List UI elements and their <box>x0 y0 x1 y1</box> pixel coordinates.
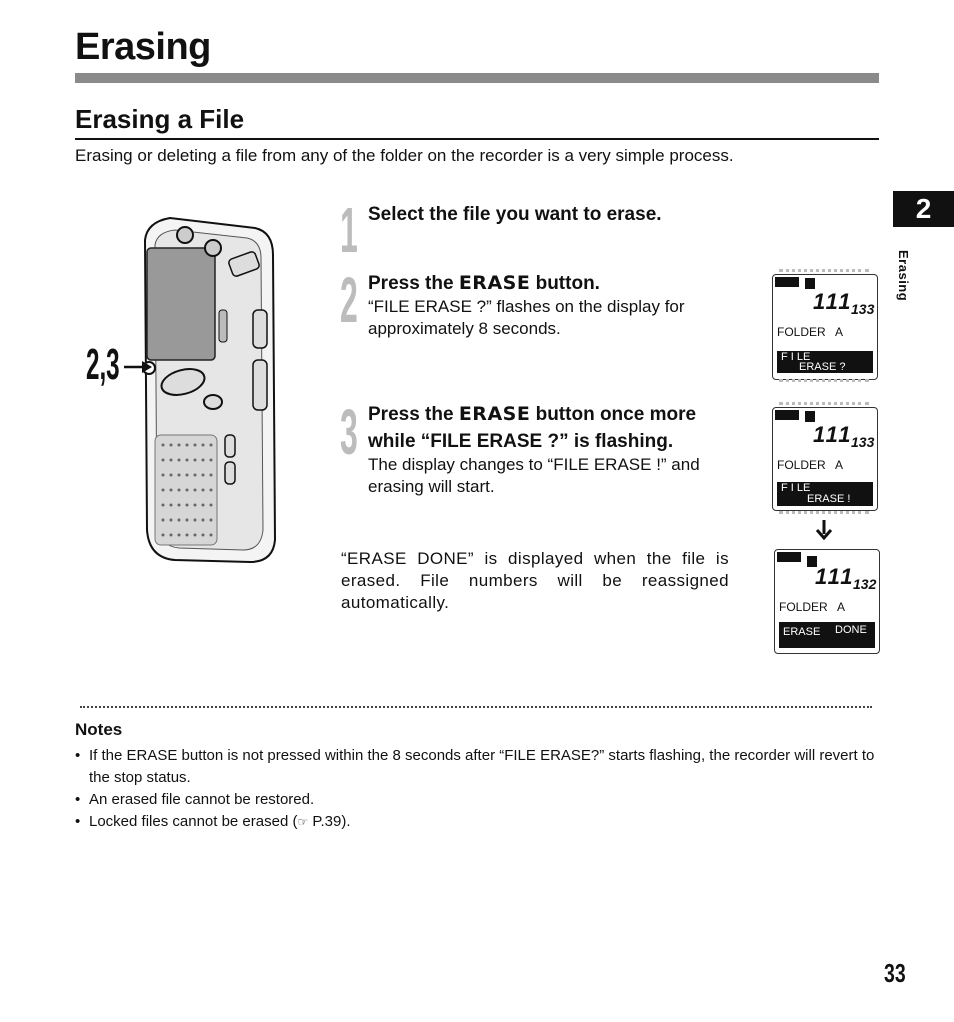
message-panel: ERASE DONE <box>779 622 875 648</box>
battery-icon <box>775 277 799 287</box>
chapter-tab: 2 <box>893 191 954 227</box>
file-number: 111 <box>813 289 853 314</box>
notes-list <box>75 745 885 833</box>
lcd-display-file-erase-question <box>772 274 878 380</box>
section-rule <box>75 138 879 140</box>
list-item: • If the ERASE button is not pressed within the 8 seconds after “FILE ERASE?” starts flashing, the recorder will revert to the stop status. <box>75 745 885 789</box>
step-3-title: Press the ERASE button once more while “FILE ERASE ?” is flashing. <box>368 403 697 452</box>
voice-recorder-illustration <box>135 210 285 570</box>
folder-icon <box>805 278 815 289</box>
step-3-body: The display changes to “FILE ERASE !” and erasing will start. <box>368 455 700 496</box>
page-number: 33 <box>884 958 906 988</box>
message-panel: F I LE ERASE ! <box>777 482 873 506</box>
step-3-number: 3 <box>340 396 358 468</box>
erase-key-label: ERASE <box>458 272 531 294</box>
folder-label: FOLDER A <box>779 600 846 614</box>
file-total: 133 <box>851 301 875 317</box>
file-total: 133 <box>851 434 875 450</box>
title-underline-bar <box>75 73 879 83</box>
notes-title: Notes <box>75 720 123 739</box>
message-panel: F I LE ERASE ? <box>777 351 873 373</box>
folder-icon <box>805 411 815 422</box>
file-total: 132 <box>853 576 877 592</box>
notes-separator <box>80 706 872 708</box>
step-1-number: 1 <box>340 194 358 266</box>
page-reference[interactable]: P.39 <box>312 813 342 830</box>
section-title: Erasing a File <box>75 104 245 134</box>
arrow-down-icon <box>815 520 833 542</box>
battery-icon <box>775 410 799 420</box>
hand-pointing-icon: ☞ <box>297 815 309 829</box>
step-2-number: 2 <box>340 264 358 336</box>
intro-text: Erasing or deleting a file from any of the folder on the recorder is a very simple process. <box>75 146 734 165</box>
list-item: • An erased file cannot be restored. <box>75 789 885 811</box>
erase-key-label: ERASE <box>458 403 531 425</box>
page-title: Erasing <box>75 26 211 68</box>
folder-label: FOLDER A <box>777 458 844 472</box>
step-2-body: “FILE ERASE ?” flashes on the display for approximately 8 seconds. <box>368 297 685 338</box>
folder-label: FOLDER A <box>777 325 844 339</box>
lcd-display-file-erase-exclamation <box>772 407 878 511</box>
arrow-right-icon <box>124 360 152 374</box>
battery-icon <box>777 552 801 562</box>
erase-done-text: “ERASE DONE” is displayed when the file is erased. File numbers will be reassigned automatically. <box>341 549 729 612</box>
device-callout-label: 2,3 <box>86 340 120 389</box>
list-item: • Locked files cannot be erased (☞ P.39). <box>75 811 885 833</box>
side-section-label: Erasing <box>896 250 911 302</box>
lcd-display-erase-done <box>774 549 880 654</box>
file-number: 111 <box>813 422 853 447</box>
file-number: 111 <box>815 564 855 589</box>
step-1-title: Select the file you want to erase. <box>368 204 662 225</box>
step-2-title: Press the ERASE button. <box>368 272 600 294</box>
